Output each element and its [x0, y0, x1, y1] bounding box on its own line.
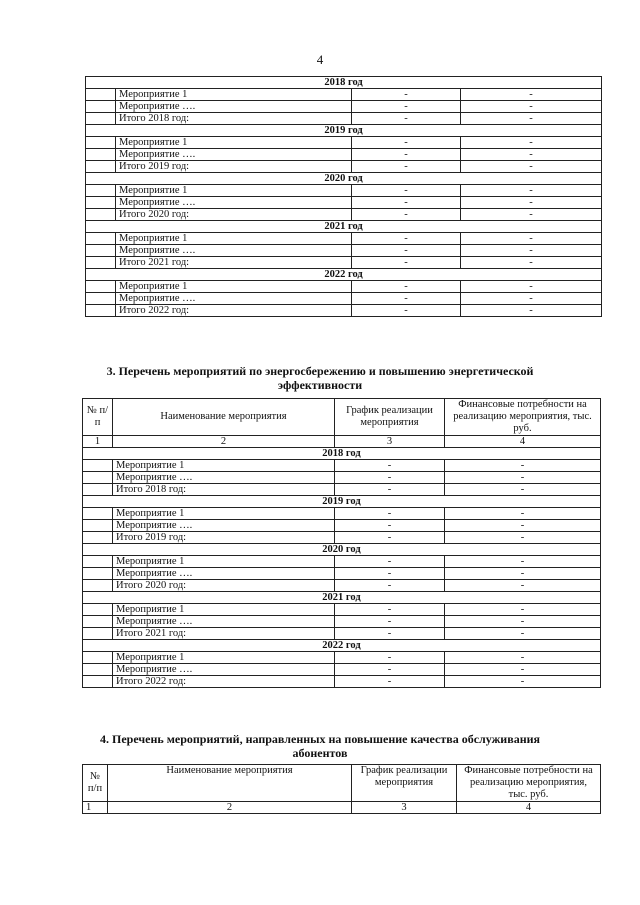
- table-header-row: [83, 399, 601, 436]
- table-row: [83, 616, 601, 628]
- column-numbers-row: [83, 802, 601, 814]
- table-row: [83, 484, 601, 496]
- row-finance: -: [461, 89, 602, 101]
- row-schedule: -: [335, 604, 445, 616]
- row-number: [83, 628, 113, 640]
- row-schedule: -: [335, 556, 445, 568]
- year-label: 2021 год: [86, 221, 602, 233]
- col-number: 3: [352, 802, 457, 814]
- header-number: № п/п: [83, 765, 108, 802]
- row-name: Итого 2021 год:: [116, 257, 352, 269]
- row-schedule: -: [352, 89, 461, 101]
- year-row: [83, 448, 601, 460]
- row-schedule: -: [352, 209, 461, 221]
- table-row: [86, 89, 602, 101]
- row-name: Итого 2020 год:: [116, 209, 352, 221]
- row-schedule: -: [352, 233, 461, 245]
- row-number: [86, 161, 116, 173]
- row-name: Мероприятие ….: [113, 472, 335, 484]
- row-schedule: -: [352, 101, 461, 113]
- row-schedule: -: [335, 628, 445, 640]
- col-number: 3: [335, 436, 445, 448]
- year-row: [86, 269, 602, 281]
- year-label: 2019 год: [83, 496, 601, 508]
- table-row: [86, 113, 602, 125]
- row-finance: -: [445, 520, 601, 532]
- row-number: [86, 257, 116, 269]
- row-schedule: -: [352, 281, 461, 293]
- row-schedule: -: [335, 664, 445, 676]
- year-row: [86, 221, 602, 233]
- row-finance: -: [461, 113, 602, 125]
- row-schedule: -: [352, 113, 461, 125]
- row-finance: -: [445, 652, 601, 664]
- row-finance: -: [445, 556, 601, 568]
- section4-title-line2: абонентов: [292, 746, 348, 760]
- header-schedule: График реализации мероприятия: [352, 765, 457, 802]
- row-schedule: -: [335, 460, 445, 472]
- row-schedule: -: [352, 149, 461, 161]
- row-number: [86, 89, 116, 101]
- row-number: [83, 568, 113, 580]
- row-schedule: -: [352, 293, 461, 305]
- year-label: 2018 год: [83, 448, 601, 460]
- row-number: [83, 484, 113, 496]
- row-number: [83, 604, 113, 616]
- row-finance: -: [445, 484, 601, 496]
- table-row: [86, 209, 602, 221]
- row-number: [86, 185, 116, 197]
- row-name: Мероприятие 1: [113, 652, 335, 664]
- row-finance: -: [461, 137, 602, 149]
- year-label: 2021 год: [83, 592, 601, 604]
- row-schedule: -: [352, 161, 461, 173]
- row-name: Итого 2020 год:: [113, 580, 335, 592]
- row-name: Мероприятие 1: [113, 604, 335, 616]
- row-number: [83, 460, 113, 472]
- row-schedule: -: [335, 520, 445, 532]
- year-label: 2018 год: [86, 77, 602, 89]
- col-number: 4: [445, 436, 601, 448]
- col-number: 2: [108, 802, 352, 814]
- row-name: Мероприятие ….: [116, 245, 352, 257]
- row-finance: -: [461, 257, 602, 269]
- row-name: Мероприятие ….: [113, 520, 335, 532]
- header-name: Наименование мероприятия: [108, 765, 352, 802]
- year-label: 2020 год: [83, 544, 601, 556]
- table-row: [83, 472, 601, 484]
- row-name: Мероприятие 1: [113, 460, 335, 472]
- row-finance: -: [445, 460, 601, 472]
- header-finance: Финансовые потребности на реализацию мероприятия, тыс. руб.: [445, 399, 601, 436]
- table-row: [86, 161, 602, 173]
- year-label: 2022 год: [86, 269, 602, 281]
- table-row: [83, 520, 601, 532]
- row-name: Мероприятие ….: [116, 293, 352, 305]
- row-finance: -: [445, 604, 601, 616]
- row-name: Мероприятие 1: [116, 137, 352, 149]
- row-finance: -: [461, 197, 602, 209]
- col-number: 2: [113, 436, 335, 448]
- page-number: 4: [316, 52, 324, 67]
- row-schedule: -: [335, 472, 445, 484]
- row-finance: -: [445, 628, 601, 640]
- header-schedule: График реализации мероприятия: [335, 399, 445, 436]
- row-schedule: -: [335, 532, 445, 544]
- year-row: [83, 496, 601, 508]
- row-name: Мероприятие ….: [116, 149, 352, 161]
- row-finance: -: [445, 508, 601, 520]
- header-finance: Финансовые потребности на реализацию мероприятия, тыс. руб.: [457, 765, 601, 802]
- table2-body: [83, 448, 601, 688]
- row-finance: -: [461, 161, 602, 173]
- year-label: 2020 год: [86, 173, 602, 185]
- section3-title-line2: эффективности: [277, 378, 363, 392]
- row-name: Итого 2021 год:: [113, 628, 335, 640]
- year-label: 2022 год: [83, 640, 601, 652]
- table-row: [83, 604, 601, 616]
- table-row: [83, 652, 601, 664]
- row-finance: -: [461, 293, 602, 305]
- row-name: Итого 2018 год:: [116, 113, 352, 125]
- table-row: [86, 197, 602, 209]
- row-finance: -: [445, 664, 601, 676]
- row-number: [86, 233, 116, 245]
- table-row: [83, 664, 601, 676]
- table-row: [86, 101, 602, 113]
- row-name: Итого 2019 год:: [116, 161, 352, 173]
- header-number: № п/п: [83, 399, 113, 436]
- col-number: 1: [83, 436, 113, 448]
- section4-title: [0, 732, 640, 760]
- row-number: [86, 305, 116, 317]
- row-finance: -: [461, 101, 602, 113]
- row-finance: -: [445, 616, 601, 628]
- row-number: [83, 520, 113, 532]
- table-row: [83, 508, 601, 520]
- year-row: [86, 173, 602, 185]
- row-finance: -: [445, 676, 601, 688]
- row-number: [86, 113, 116, 125]
- section3-title-line1: 3. Перечень мероприятий по энергосбережению и повышению энергетической: [106, 364, 534, 378]
- year-row: [86, 125, 602, 137]
- table-row: [83, 568, 601, 580]
- table-row: [83, 676, 601, 688]
- row-finance: -: [461, 233, 602, 245]
- table-row: [86, 149, 602, 161]
- row-finance: -: [461, 209, 602, 221]
- table-row: [83, 628, 601, 640]
- row-finance: -: [461, 281, 602, 293]
- table-row: [83, 532, 601, 544]
- row-name: Итого 2019 год:: [113, 532, 335, 544]
- row-name: Мероприятие ….: [116, 197, 352, 209]
- table-row: [86, 233, 602, 245]
- row-name: Мероприятие 1: [113, 508, 335, 520]
- row-number: [86, 293, 116, 305]
- row-number: [83, 508, 113, 520]
- row-name: Мероприятие ….: [116, 101, 352, 113]
- row-finance: -: [445, 580, 601, 592]
- table1-body: [86, 77, 602, 317]
- row-schedule: -: [335, 580, 445, 592]
- row-name: Мероприятие ….: [113, 664, 335, 676]
- row-name: Мероприятие ….: [113, 568, 335, 580]
- row-schedule: -: [352, 197, 461, 209]
- row-number: [83, 616, 113, 628]
- row-number: [86, 137, 116, 149]
- row-finance: -: [461, 149, 602, 161]
- row-number: [83, 676, 113, 688]
- row-number: [86, 101, 116, 113]
- row-schedule: -: [352, 305, 461, 317]
- row-schedule: -: [335, 484, 445, 496]
- row-number: [83, 580, 113, 592]
- row-number: [83, 532, 113, 544]
- row-schedule: -: [352, 245, 461, 257]
- row-number: [86, 245, 116, 257]
- table-row: [86, 293, 602, 305]
- row-finance: -: [461, 185, 602, 197]
- row-number: [83, 556, 113, 568]
- table-row: [86, 257, 602, 269]
- row-name: Мероприятие 1: [116, 233, 352, 245]
- row-number: [86, 281, 116, 293]
- row-schedule: -: [352, 257, 461, 269]
- row-finance: -: [445, 532, 601, 544]
- year-row: [86, 77, 602, 89]
- year-row: [83, 544, 601, 556]
- row-schedule: -: [352, 137, 461, 149]
- column-numbers-row: [83, 436, 601, 448]
- year-row: [83, 640, 601, 652]
- table-section3: [82, 398, 601, 688]
- row-schedule: -: [335, 568, 445, 580]
- table-header-row: [83, 765, 601, 802]
- row-number: [86, 209, 116, 221]
- row-finance: -: [461, 305, 602, 317]
- table-row: [83, 580, 601, 592]
- table-row: [86, 305, 602, 317]
- table-section4: [82, 764, 601, 814]
- row-name: Итого 2022 год:: [113, 676, 335, 688]
- section4-title-line1: 4. Перечень мероприятий, направленных на повышение качества обслуживания: [99, 732, 541, 746]
- row-schedule: -: [335, 676, 445, 688]
- row-number: [86, 149, 116, 161]
- row-number: [83, 652, 113, 664]
- row-schedule: -: [352, 185, 461, 197]
- table-row: [86, 185, 602, 197]
- row-name: Мероприятие 1: [116, 89, 352, 101]
- row-name: Мероприятие 1: [116, 185, 352, 197]
- row-name: Итого 2018 год:: [113, 484, 335, 496]
- header-name: Наименование мероприятия: [113, 399, 335, 436]
- year-row: [83, 592, 601, 604]
- table-row: [86, 245, 602, 257]
- table-row: [86, 137, 602, 149]
- col-number: 1: [83, 802, 108, 814]
- row-schedule: -: [335, 652, 445, 664]
- table-row: [86, 281, 602, 293]
- row-name: Мероприятие 1: [113, 556, 335, 568]
- row-number: [83, 664, 113, 676]
- section3-title: [0, 364, 640, 392]
- col-number: 4: [457, 802, 601, 814]
- table-row: [83, 460, 601, 472]
- row-schedule: -: [335, 508, 445, 520]
- row-schedule: -: [335, 616, 445, 628]
- row-name: Мероприятие ….: [113, 616, 335, 628]
- table-section2-continued: [85, 76, 602, 317]
- row-finance: -: [445, 568, 601, 580]
- row-name: Мероприятие 1: [116, 281, 352, 293]
- row-number: [83, 472, 113, 484]
- row-name: Итого 2022 год:: [116, 305, 352, 317]
- table-row: [83, 556, 601, 568]
- year-label: 2019 год: [86, 125, 602, 137]
- row-number: [86, 197, 116, 209]
- row-finance: -: [461, 245, 602, 257]
- row-finance: -: [445, 472, 601, 484]
